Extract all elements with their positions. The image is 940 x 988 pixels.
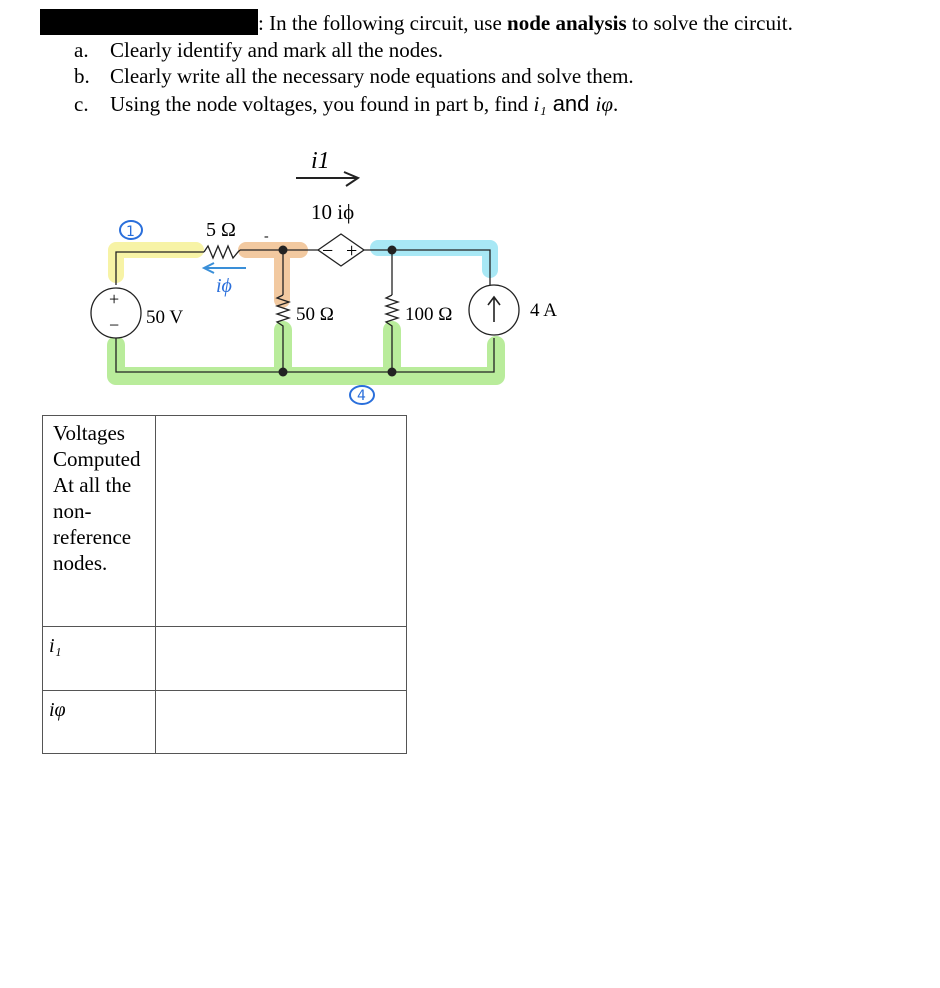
r3-label: 100 Ω — [405, 304, 453, 325]
wire-bottom — [116, 338, 494, 372]
circuit-diagram — [0, 130, 600, 415]
title-intro: : In the following circuit, use — [258, 11, 508, 35]
tick-mark: - — [264, 229, 269, 244]
row3-label-cell — [43, 691, 156, 754]
vs-plus: + — [109, 289, 120, 309]
r1-label: 5 Ω — [206, 219, 236, 241]
list-item-b: b. Clearly write all the necessary node equations and solve them. — [74, 64, 634, 88]
title-rest: to solve the circuit. — [626, 11, 793, 35]
row2-answer-cell[interactable] — [156, 627, 407, 691]
table-row — [43, 627, 407, 691]
highlight-node2 — [246, 250, 300, 300]
row3-label: iφ — [49, 699, 66, 721]
row1-answer-cell[interactable] — [156, 416, 407, 627]
row2-label-cell — [43, 627, 156, 691]
row1-label: Voltages Computed At all the non-reference nodes. — [53, 421, 141, 575]
list-item-a: a. Clearly identify and mark all the nodes. — [74, 38, 443, 62]
iphi-label: iϕ — [216, 275, 232, 297]
vs-label: 50 V — [146, 307, 184, 328]
r2-label: 50 Ω — [296, 304, 334, 325]
i1-label: i1 — [311, 148, 330, 174]
dep-source-label: 10 iϕ — [311, 200, 355, 224]
highlight-node1 — [116, 250, 196, 275]
list-item-c: c. Using the node voltages, you found in part b, find i₁ and iφ. — [74, 91, 619, 116]
title-bold: node analysis — [507, 11, 627, 35]
iphi-arrow-icon — [204, 263, 246, 273]
table-row — [43, 416, 407, 627]
row3-answer-cell[interactable] — [156, 691, 407, 754]
problem-title — [40, 8, 793, 38]
vs-minus: − — [109, 315, 120, 335]
row1-label-cell — [43, 416, 156, 627]
node-4-label: 4 — [357, 388, 366, 404]
resistor-5ohm — [204, 246, 240, 258]
is-label: 4 A — [530, 300, 557, 321]
answer-table — [42, 415, 407, 754]
sym-iphi: iφ — [595, 92, 613, 116]
node-1-label: 1 — [126, 224, 135, 240]
highlight-ground — [116, 330, 496, 376]
dep-plus: + — [346, 240, 358, 262]
dep-minus: − — [322, 240, 334, 262]
redacted-block — [40, 9, 258, 35]
table-row — [43, 691, 407, 754]
i1-arrow-icon — [296, 172, 358, 186]
sym-i1: i₁ — [533, 92, 547, 116]
row2-label: i₁ — [49, 635, 62, 657]
